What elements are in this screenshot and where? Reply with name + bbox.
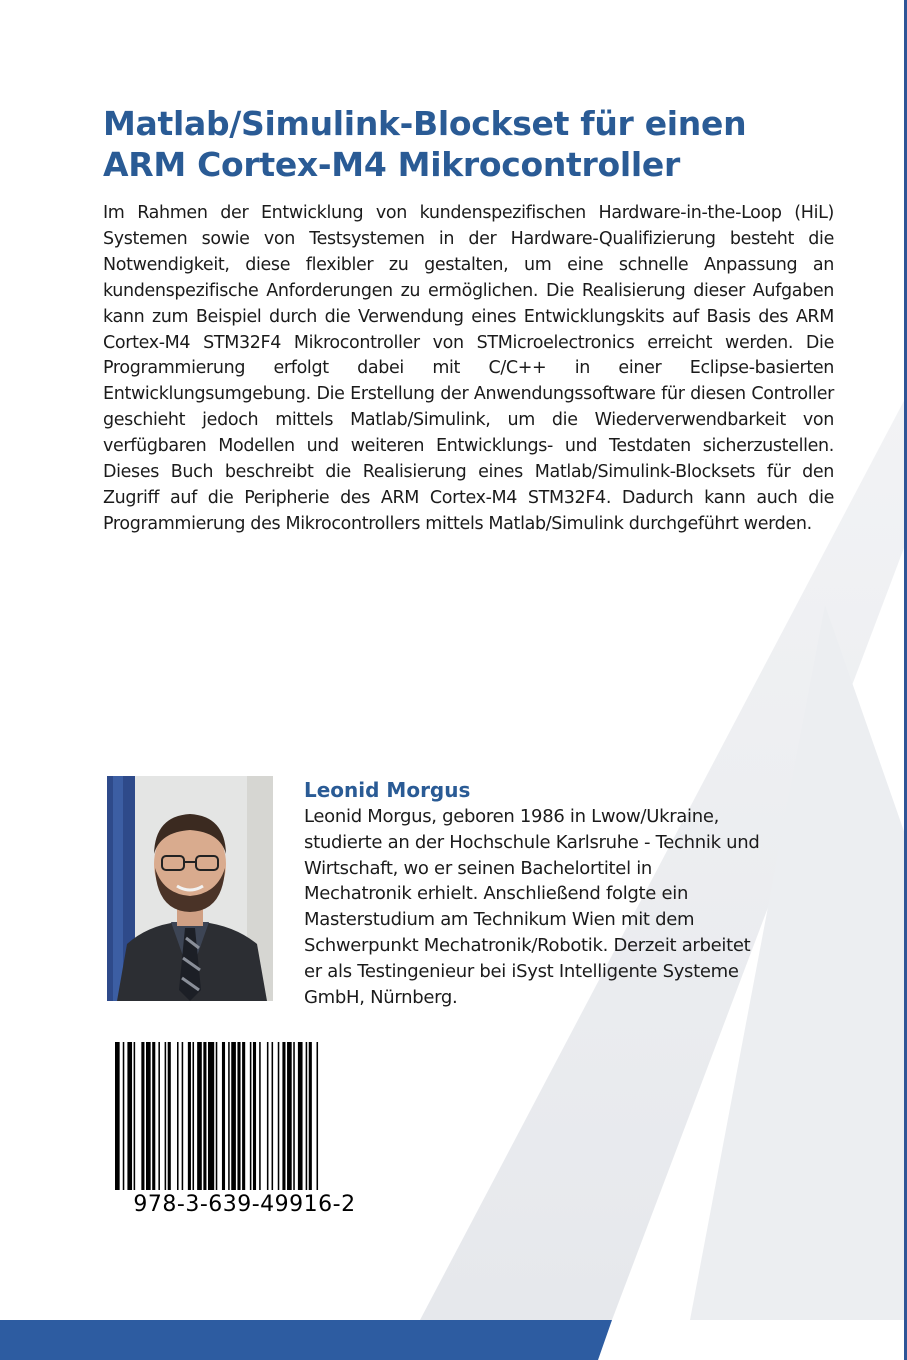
barcode-bar	[293, 1042, 295, 1190]
barcode-bar	[123, 1042, 125, 1190]
author-bio-line: Schwerpunkt Mechatronik/Robotik. Derzeit arbeitet	[304, 934, 751, 956]
barcode-bar	[158, 1042, 160, 1190]
barcode-bar	[182, 1042, 184, 1190]
author-bio-line: studierte an der Hochschule Karlsruhe - Technik und	[304, 831, 760, 853]
author-bio-line: er als Testingenieur bei iSyst Intelligente Systeme	[304, 960, 739, 982]
barcode-bar	[168, 1042, 171, 1190]
author-bio-line: GmbH, Nürnberg.	[304, 986, 458, 1008]
barcode-bar	[228, 1042, 230, 1190]
barcode-bar	[237, 1042, 240, 1190]
barcode-bar	[115, 1042, 120, 1190]
barcode-bar	[287, 1042, 292, 1190]
barcode-bar	[177, 1042, 179, 1190]
book-title-line-1: Matlab/Simulink-Blockset für einen	[103, 104, 747, 143]
author-bio-line: Masterstudium am Technikum Wien mit dem	[304, 909, 695, 931]
barcode-bar	[272, 1042, 274, 1190]
barcode-bar	[197, 1042, 202, 1190]
book-title	[103, 103, 803, 185]
barcode-bar	[203, 1042, 206, 1190]
barcode-bar	[188, 1042, 191, 1190]
author-biography	[304, 804, 844, 1010]
author-bio-line: Wirtschaft, wo er seinen Bachelortitel in	[304, 857, 653, 879]
barcode-bar	[306, 1042, 308, 1190]
isbn-number: 978-3-639-49916-2	[133, 1192, 356, 1217]
barcode-bar	[309, 1042, 312, 1190]
barcode-bar	[231, 1042, 236, 1190]
barcode-bar	[127, 1042, 132, 1190]
barcode-bar	[222, 1042, 225, 1190]
barcode-bar	[208, 1042, 214, 1190]
book-description: Im Rahmen der Entwicklung von kundenspezifischen Hardware-in-the-Loop (HiL) Systemen sowie von Testsystemen in der Hardware-Qualifizierung besteht die Notwendigkeit, diese flexibler zu gestalten, um eine schnelle Anpassung an kundenspezifische Anforderungen zu ermöglichen. Die Realisierung dieser Aufgaben kann zum Beispiel durch die Verwendung eines Entwicklungskits auf Basis des ARM Cortex-M4 STM32F4 Mikrocontroller von STMicroelectronics erreicht werden. Die Programmierung erfolgt dabei mit C/C++ in einer Eclipse-basierten Entwicklungsumgebung. Die Erstellung der Anwendungssoftware für diesen Controller geschieht jedoch mittels Matlab/Simulink, um die Wiederverwendbarkeit von verfügbaren Modellen und weiteren Entwicklungs- und Testdaten sicherzustellen. Dieses Buch beschreibt die Realisierung eines Matlab/Simulink-Blocksets für den Zugriff auf die Peripherie des ARM Cortex-M4 STM32F4. Dadurch kann auch die Programmierung des Mikrocontrollers mittels Matlab/Simulink durchgeführt werden.	[103, 203, 834, 534]
barcode-bar	[216, 1042, 218, 1190]
barcode-bar	[253, 1042, 256, 1190]
book-title-line-2: ARM Cortex-M4 Mikrocontroller	[103, 145, 680, 184]
author-bio-line: Mechatronik erhielt. Anschließend folgte ein	[304, 883, 689, 905]
barcode-bar	[152, 1042, 155, 1190]
barcode-bar	[317, 1042, 319, 1190]
barcode-bar	[298, 1042, 303, 1190]
barcode-bar	[141, 1042, 144, 1190]
barcode-bar	[259, 1042, 261, 1190]
barcode-bar	[193, 1042, 195, 1190]
barcode-bar	[146, 1042, 151, 1190]
barcode-bar	[134, 1042, 136, 1190]
barcode-bar	[282, 1042, 285, 1190]
barcode-bars	[115, 1042, 375, 1190]
barcode-bar	[267, 1042, 269, 1190]
isbn-barcode	[107, 1030, 382, 1228]
barcode-bar	[250, 1042, 252, 1190]
barcode-bar	[242, 1042, 245, 1190]
barcode-bar	[165, 1042, 167, 1190]
author-photo	[107, 776, 273, 1001]
barcode-bar	[278, 1042, 280, 1190]
author-name: Leonid Morgus	[304, 778, 471, 802]
author-bio-line: Leonid Morgus, geboren 1986 in Lwow/Ukraine,	[304, 806, 720, 827]
